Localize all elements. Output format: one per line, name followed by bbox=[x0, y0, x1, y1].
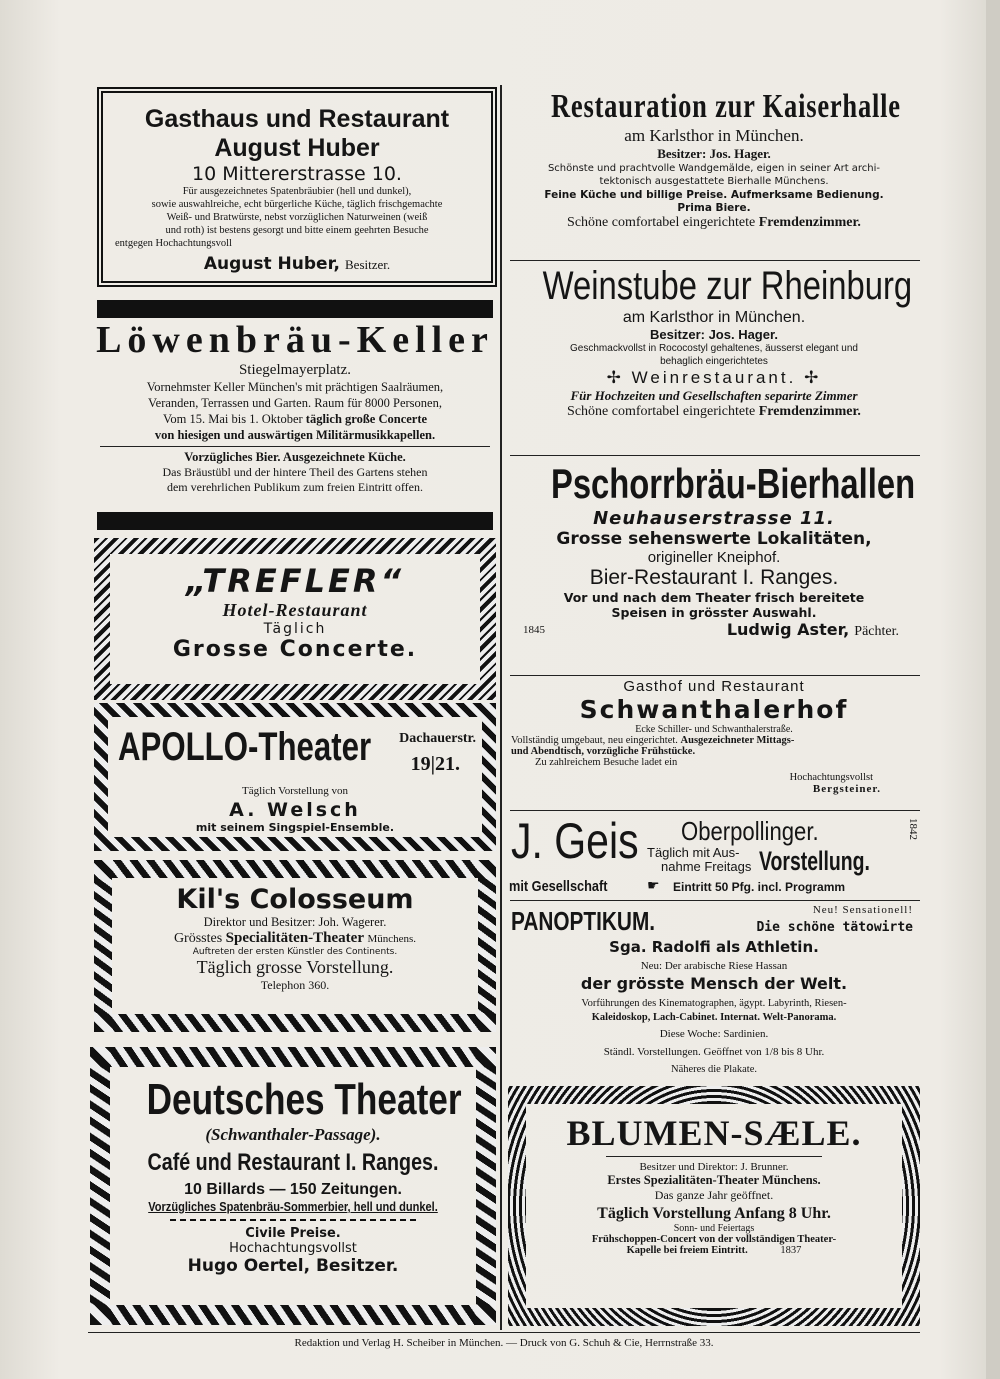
blumen-l1: Besitzer und Direktor: J. Brunner. bbox=[639, 1161, 789, 1173]
apollo-l3: mit seinem Singspiel-Ensemble. bbox=[195, 821, 395, 834]
loewen-l2: Veranden, Terrassen und Garten. Raum für 8000 Personen, bbox=[148, 396, 442, 410]
loewen-title: Löwenbräu-Keller bbox=[96, 319, 494, 361]
wein-l6: Für Hochzeiten und Gesellschaften separirte Zimmer bbox=[570, 388, 858, 403]
kaiser-l3: Schönste und prachtvolle Wandgemälde, eigen in seiner Art archi- bbox=[547, 163, 881, 174]
huber-body1: Für ausgezeichnetes Spatenbräubier (hell und dunkel), bbox=[182, 186, 412, 197]
ad-pschorr bbox=[505, 460, 923, 672]
loewen-l6: Das Bräustübl und der hintere Theil des Gartens stehen bbox=[162, 465, 428, 479]
kils-l3: Auftreten der ersten Künstler des Continents. bbox=[192, 947, 398, 957]
loewen-l7: dem verehrlichen Publikum zum freien Eintritt offen. bbox=[166, 480, 424, 494]
geis-vor: Vorstellung. bbox=[759, 846, 870, 876]
rule-4 bbox=[510, 810, 920, 811]
blumen-l4: Täglich Vorstellung Anfang 8 Uhr. bbox=[597, 1205, 831, 1222]
kaiser-l7a: Schöne comfortabel eingerichtete bbox=[567, 215, 756, 230]
kils-l2b: Specialitäten-Theater bbox=[225, 930, 364, 946]
kaiser-l6: Prima Biere. bbox=[677, 202, 751, 214]
wein-l3: Geschmackvollst in Rococostyl gehaltenes, äusserst elegant und bbox=[570, 343, 858, 354]
kils-l5: Telephon 360. bbox=[260, 978, 330, 992]
geis-name: J. Geis bbox=[511, 813, 639, 869]
pschorr-l1: Neuhauserstrasse 11. bbox=[593, 508, 835, 529]
huber-body3: Weiß- und Bratwürste, nebst vorzüglichen Naturweinen (weiß bbox=[166, 212, 428, 223]
ad-trefler bbox=[94, 538, 496, 700]
trefler-concerts: Grosse Concerte. bbox=[172, 637, 418, 662]
pano-n7: Kaleidoskop, Lach-Cabinet. Internat. Welt-Panorama. bbox=[591, 1012, 837, 1023]
huber-sign: August Huber, bbox=[203, 254, 340, 274]
loewen-place: Stiegelmayerplatz. bbox=[238, 362, 352, 378]
apollo-l1: Täglich Vorstellung von bbox=[242, 785, 348, 797]
pano-n1: Neu! Sensationell! bbox=[812, 904, 913, 916]
blumen-l7-row bbox=[526, 1245, 902, 1256]
loewen-l3 bbox=[92, 411, 498, 427]
rule-5 bbox=[510, 900, 920, 901]
wein-l4: behaglich eingerichtetes bbox=[660, 356, 768, 367]
pano-n2: Die schöne tätowirte bbox=[756, 920, 913, 935]
pschorr-l6: Speisen in grösster Auswahl. bbox=[611, 605, 817, 620]
kaiser-name: Restauration zur Kaiserhalle bbox=[550, 88, 901, 125]
rule-1 bbox=[510, 260, 920, 261]
blumen-num: 1837 bbox=[780, 1245, 802, 1256]
deutsches-l4: Civile Preise. bbox=[245, 1226, 341, 1241]
kaiser-l1: am Karlsthor in München. bbox=[624, 126, 804, 145]
huber-role: Besitzer. bbox=[345, 257, 391, 272]
kils-l2a: Grösstes bbox=[173, 931, 223, 946]
schwan-l6: Hochachtungsvollst bbox=[789, 772, 873, 783]
kaiser-l2: Besitzer: Jos. Hager. bbox=[657, 146, 771, 161]
trefler-daily: Täglich bbox=[263, 621, 327, 637]
pschorr-sign-row bbox=[505, 620, 923, 642]
pschorr-role: Pächter. bbox=[854, 624, 899, 639]
page-edge bbox=[986, 0, 1000, 1379]
pschorr-l4: Bier-Restaurant I. Ranges. bbox=[589, 566, 839, 589]
wein-l2: Besitzer: Jos. Hager. bbox=[650, 327, 778, 342]
loewen-l3a: Vom 15. Mai bis 1. Oktober bbox=[162, 412, 303, 426]
schwan-l3a: Vollständig umgebaut, neu eingerichtet. bbox=[511, 735, 678, 746]
kaiser-l5: Feine Küche und billige Preise. Aufmerksame Bedienung. bbox=[544, 189, 884, 201]
kils-name: Kil's Colosseum bbox=[176, 884, 414, 915]
kils-l2c: Münchens. bbox=[367, 933, 417, 945]
pano-n6: Vorführungen des Kinematographen, ägypt. Labyrinth, Riesen- bbox=[581, 998, 847, 1009]
loewen-top-bar bbox=[97, 300, 493, 318]
schwan-l3b: Ausgezeichneter Mittags- bbox=[680, 735, 795, 746]
wein-l1: am Karlsthor in München. bbox=[622, 309, 806, 326]
ad-blumen-saele bbox=[508, 1086, 920, 1326]
ad-apollo bbox=[94, 703, 496, 851]
deutsches-l2: 10 Billards — 150 Zeitungen. bbox=[184, 1181, 402, 1198]
ad-kils bbox=[94, 860, 496, 1032]
blumen-l2: Erstes Spezialitäten-Theater Münchens. bbox=[607, 1173, 821, 1187]
wein-l7a: Schöne comfortabel eingerichtete bbox=[567, 404, 756, 419]
kils-l4: Täglich grosse Vorstellung. bbox=[196, 957, 394, 977]
loewen-l5: Vorzügliches Bier. Ausgezeichnete Küche. bbox=[184, 450, 406, 464]
ad-huber bbox=[97, 87, 497, 287]
wein-l7 bbox=[505, 404, 923, 420]
ad-geis bbox=[505, 812, 923, 898]
pschorr-l3: origineller Kneiphof. bbox=[647, 549, 781, 566]
pschorr-name: Pschorrbräu-Bierhallen bbox=[550, 460, 916, 507]
geis-num: 1842 bbox=[907, 818, 919, 840]
blumen-l5: Sonn- und Feiertags bbox=[673, 1223, 755, 1234]
pointing-hand-icon: ☛ bbox=[647, 878, 660, 894]
ad-kaiserhalle bbox=[505, 88, 923, 256]
column-divider bbox=[500, 85, 502, 1330]
footer-rule bbox=[88, 1332, 920, 1333]
kils-l2 bbox=[112, 930, 478, 947]
ad-panoptikum bbox=[505, 902, 923, 1082]
schwan-l2: Ecke Schiller- und Schwanthalerstraße. bbox=[635, 724, 793, 735]
blumen-l7: Kapelle bei freiem Eintritt. bbox=[626, 1245, 748, 1256]
deutsches-l6: Hugo Oertel, Besitzer. bbox=[187, 1256, 399, 1276]
pschorr-l5: Vor und nach dem Theater frisch bereitete bbox=[563, 590, 865, 605]
pano-n10: Näheres die Plakate. bbox=[670, 1064, 757, 1075]
pano-n5: der grösste Mensch der Welt. bbox=[580, 974, 848, 993]
deutsches-sub: (Schwanthaler-Passage). bbox=[205, 1125, 381, 1144]
pano-n9: Ständl. Vorstellungen. Geöffnet von 1/8 bis 8 Uhr. bbox=[603, 1046, 825, 1058]
apollo-name: APOLLO-Theater bbox=[118, 725, 372, 769]
wein-l7b: Fremdenzimmer. bbox=[758, 404, 861, 419]
deutsches-name: Deutsches Theater bbox=[146, 1075, 462, 1124]
ad-deutsches bbox=[90, 1047, 496, 1325]
ad-loewenbraeu bbox=[92, 318, 498, 510]
blumen-l3: Das ganze Jahr geöffnet. bbox=[654, 1188, 774, 1202]
pano-name: PANOPTIKUM. bbox=[511, 906, 656, 936]
rule-3 bbox=[510, 675, 920, 676]
geis-l2: nahme Freitags bbox=[661, 859, 752, 874]
kils-l1: Direktor und Besitzer: Joh. Wagerer. bbox=[203, 915, 387, 929]
geis-eintritt: Eintritt 50 Pfg. incl. Programm bbox=[673, 880, 846, 894]
huber-title1: Gasthaus und Restaurant bbox=[144, 105, 450, 133]
kaiser-l7b: Fremdenzimmer. bbox=[758, 215, 861, 230]
huber-body2: sowie auswahlreiche, echt bürgerliche Küche, täglich frischgemachte bbox=[151, 199, 443, 210]
kaiser-l4: tektonisch ausgestattete Bierhalle Münchens. bbox=[599, 176, 829, 187]
schwan-l7: Bergsteiner. bbox=[812, 783, 881, 795]
trefler-name: „TREFLER“ bbox=[185, 562, 405, 600]
deutsches-l3: Vorzügliches Spatenbräu-Sommerbier, hell und dunkel. bbox=[148, 1199, 438, 1214]
loewen-rule bbox=[100, 446, 490, 447]
wein-l5-row: ✢ Weinrestaurant. ✢ bbox=[606, 368, 822, 387]
pschorr-num: 1845 bbox=[523, 624, 545, 636]
blumen-name: BLUMEN-SÆLE. bbox=[566, 1113, 862, 1153]
pschorr-sign: Ludwig Aster, bbox=[726, 620, 850, 639]
ad-weinstube bbox=[505, 264, 923, 454]
pano-n8: Diese Woche: Sardinien. bbox=[659, 1028, 769, 1040]
pschorr-l2: Grosse sehenswerte Lokalitäten, bbox=[556, 529, 872, 549]
huber-body5: entgegen Hochachtungsvoll bbox=[115, 238, 232, 249]
schwan-l1: Gasthof und Restaurant bbox=[623, 678, 805, 695]
apollo-number: 19|21. bbox=[410, 753, 460, 775]
apollo-street: Dachauerstr. bbox=[399, 731, 476, 746]
loewen-l3b: täglich große Concerte bbox=[305, 412, 428, 426]
rule-2 bbox=[510, 455, 920, 456]
schwan-l3 bbox=[505, 735, 923, 746]
trefler-sub: Hotel-Restaurant bbox=[222, 600, 368, 620]
kaiser-l7 bbox=[505, 215, 923, 231]
pano-n4: Neu: Der arabische Riese Hassan bbox=[640, 960, 788, 972]
wein-name: Weinstube zur Rheinburg bbox=[542, 264, 913, 308]
schwan-l4: und Abendtisch, vorzügliche Frühstücke. bbox=[511, 746, 696, 757]
pano-n3: Sga. Radolfi als Athletin. bbox=[609, 938, 819, 956]
loewen-bottom-bar bbox=[97, 512, 493, 530]
geis-title: Oberpollinger. bbox=[681, 816, 819, 846]
deutsches-l5: Hochachtungsvollst bbox=[229, 1241, 357, 1256]
footer-imprint: Redaktion und Verlag H. Scheiber in München. — Druck von G. Schuh & Cie, Herrnstraße 33. bbox=[294, 1337, 714, 1349]
blumen-rule bbox=[606, 1156, 822, 1157]
loewen-l4: von hiesigen und auswärtigen Militärmusikkapellen. bbox=[154, 428, 436, 442]
loewen-l1: Vornehmster Keller München's mit prächtigen Saalräumen, bbox=[146, 380, 444, 394]
schwan-name: Schwanthalerhof bbox=[579, 695, 849, 724]
apollo-l2: A. Welsch bbox=[229, 799, 361, 821]
deutsches-l1: Café und Restaurant I. Ranges. bbox=[147, 1149, 439, 1176]
huber-address: 10 Mittererstrasse 10. bbox=[192, 163, 402, 185]
wein-l5: Weinrestaurant. bbox=[631, 368, 797, 387]
geis-ges: mit Gesellschaft bbox=[509, 878, 608, 895]
ad-schwanthalerhof bbox=[505, 678, 923, 808]
blumen-l6: Frühschoppen-Concert von der vollständigen Theater- bbox=[591, 1234, 837, 1245]
huber-title2: August Huber bbox=[214, 134, 380, 162]
deutsches-rule bbox=[170, 1219, 416, 1221]
geis-l1: Täglich mit Aus- bbox=[647, 845, 740, 860]
schwan-l5: Zu zahlreichem Besuche ladet ein bbox=[535, 757, 678, 768]
huber-signature bbox=[103, 254, 491, 274]
huber-body4: und roth) ist bestens gesorgt und bitte einem geehrten Besuche bbox=[165, 225, 429, 236]
